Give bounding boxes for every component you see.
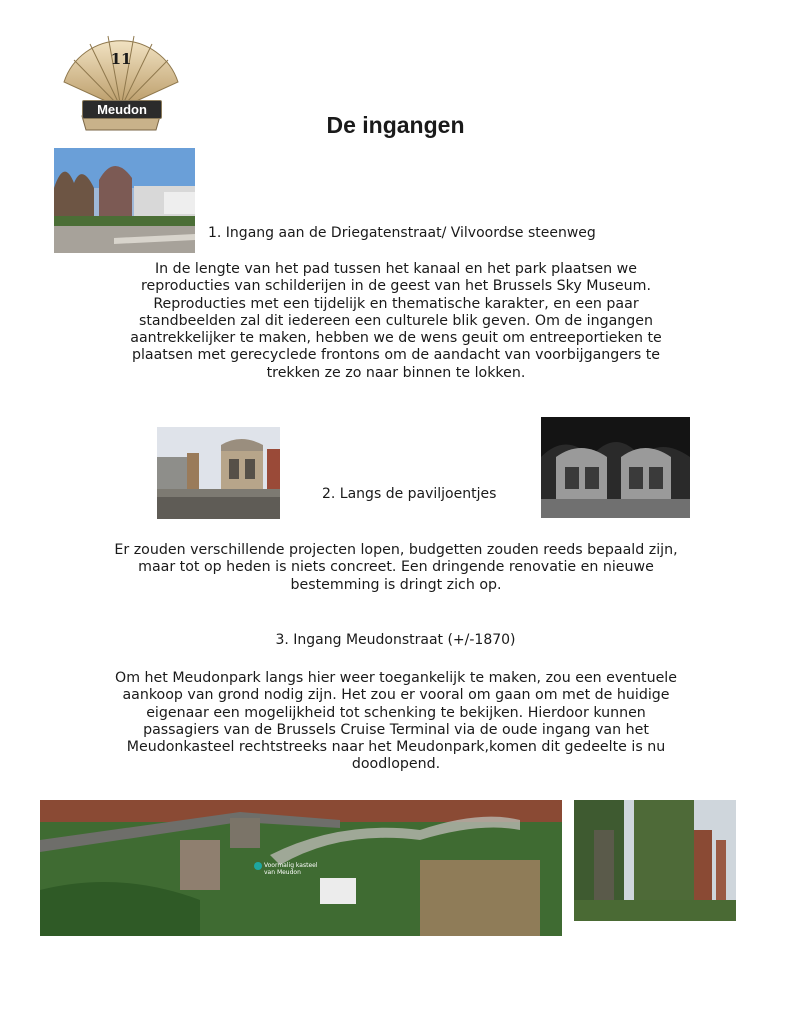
section-3-heading: 3. Ingang Meudonstraat (+/-1870) bbox=[275, 632, 516, 648]
map-place-label: Voormalig kasteel van Meudon bbox=[264, 862, 318, 876]
pavilion-photo-color bbox=[157, 427, 280, 519]
section-3-paragraph: Om het Meudonpark langs hier weer toegankelijk te maken, zou een eventuele aankoop van grond nodig zijn. Het zou er vooral om gaan om met de huidige eigenaar een mogelijkheid tot schenking te bekijken. Hierdoor kunnen passagiers van de Brussels Cruise Terminal via de oude ingang van het Meudonkasteel rechtstreeks naar het Meudonpark,komen dit gedeelte is nu doodlopend. bbox=[115, 670, 677, 773]
section-1-paragraph: In de lengte van het pad tussen het kanaal en het park plaatsen we reproducties van schilderijen in de geest van het Brussels Sky Museum. Reproducties met een tijdelijk en thematische karakter, en een paar standbeelden zal dit iedereen een culturele blik geven. Om de ingangen aantrekkelijker te maken, hebben we de wens geuit om entreeportieken te plaatsen met gerecyclede frontons om de aandacht van voorbijgangers te trekken ze zo naar binnen te lokken. bbox=[130, 261, 662, 381]
section-1-heading: 1. Ingang aan de Driegatenstraat/ Vilvoordse steenweg bbox=[208, 225, 596, 241]
section-2-heading: 2. Langs de paviljoentjes bbox=[322, 486, 497, 502]
overgrown-gate-photo bbox=[574, 800, 736, 921]
aerial-map-meudonstraat bbox=[40, 800, 562, 936]
section-2-paragraph: Er zouden verschillende projecten lopen, budgetten zouden reeds bepaald zijn, maar tot op heden is niets concreet. Een dringende renovatie en nieuwe bestemming is dringt zich op. bbox=[114, 542, 678, 593]
logo-label: Meudon bbox=[82, 100, 162, 119]
entrance-photo-driegatenstraat bbox=[54, 148, 195, 253]
pavilion-photo-historic bbox=[541, 417, 690, 518]
page-number: 11 bbox=[110, 50, 132, 68]
page-title: De ingangen bbox=[326, 112, 465, 138]
